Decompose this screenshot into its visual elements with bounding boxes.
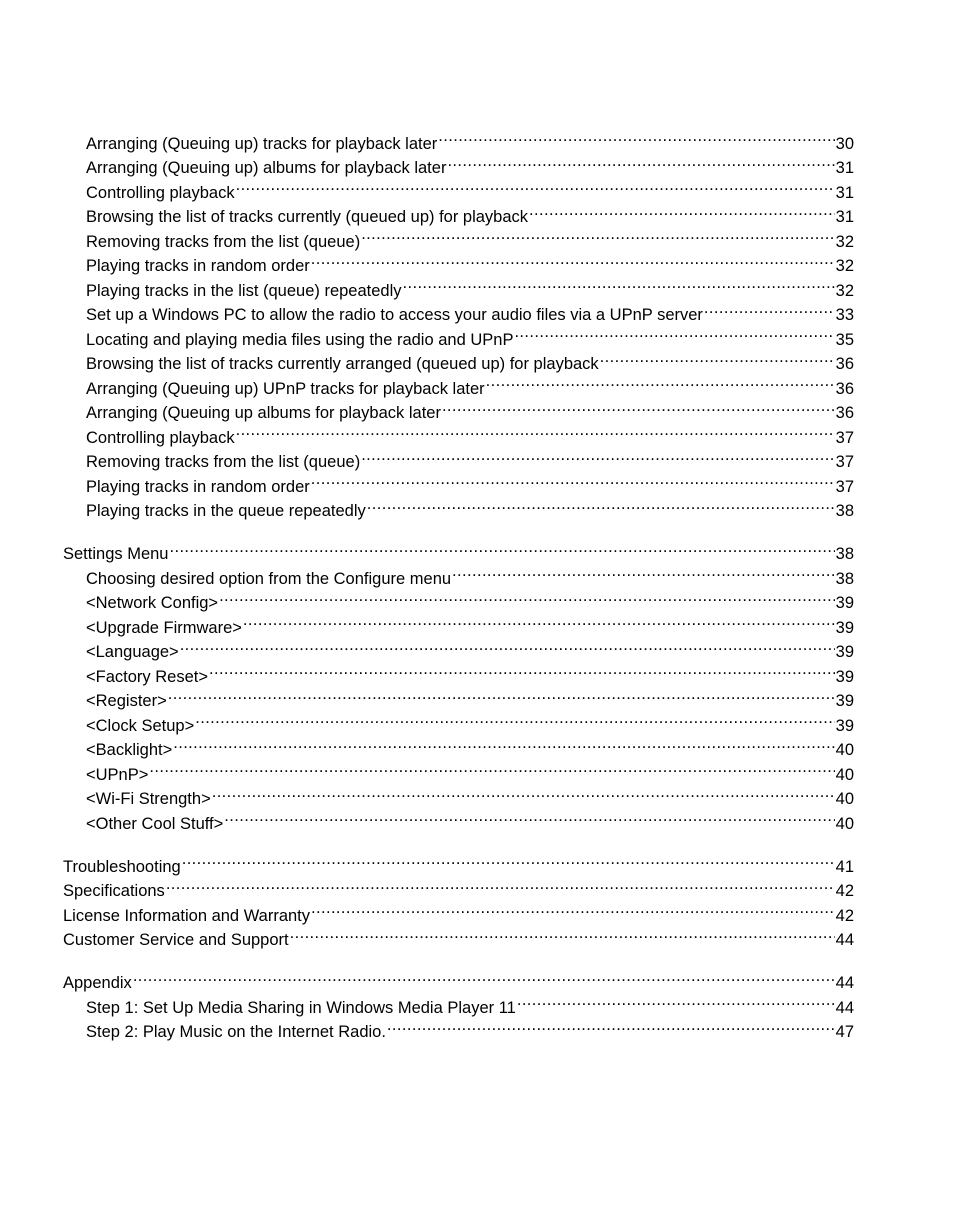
toc-entry-title: Locating and playing media files using the radio and UPnP (86, 330, 514, 349)
toc-entry-title: License Information and Warranty (63, 906, 311, 925)
toc-entry-title: <Factory Reset> (86, 667, 208, 686)
toc-entry-title: Customer Service and Support (63, 931, 289, 949)
toc-entry-title: <Wi-Fi Strength> (86, 790, 211, 808)
dot-leader (212, 780, 835, 805)
dot-leader (209, 657, 835, 682)
toc-entry-page-number: 47 (835, 1023, 854, 1041)
dot-leader (403, 271, 835, 296)
dot-leader (486, 369, 835, 394)
toc-entry-page-number: 39 (835, 594, 854, 612)
dot-leader (311, 896, 835, 921)
toc-subsection-entry[interactable] (0, 988, 954, 1017)
toc-group (0, 964, 954, 1041)
dot-leader (442, 394, 835, 419)
toc-entry-title: Removing tracks from the list (queue) (86, 232, 361, 251)
toc-group (0, 847, 954, 949)
toc-entry-page-number: 39 (835, 667, 854, 686)
dot-leader (438, 124, 834, 149)
dot-leader (169, 535, 834, 560)
toc-entry-title: Playing tracks in the list (queue) repeatedly (86, 281, 402, 300)
dot-leader (704, 296, 835, 321)
toc-entry-title: Step 1: Set Up Media Sharing in Windows Media Player 11 (86, 998, 516, 1017)
toc-entry-page-number: 32 (835, 257, 854, 275)
dot-leader (361, 222, 834, 247)
toc-entry-page-number: 38 (835, 502, 854, 520)
toc-entry-page-number: 44 (835, 998, 854, 1017)
dot-leader (182, 847, 835, 872)
toc-entry-title: Browsing the list of tracks currently (queued up) for playback (86, 208, 529, 226)
dot-leader (236, 173, 835, 198)
dot-leader (514, 320, 834, 345)
toc-entry-title: <Clock Setup> (86, 716, 195, 735)
toc-entry-page-number: 32 (835, 232, 854, 251)
toc-entry-page-number: 39 (835, 618, 854, 637)
toc-entry-title: <Register> (86, 692, 167, 710)
toc-entry-title: Arranging (Queuing up albums for playback later (86, 404, 441, 422)
toc-entry-title: Playing tracks in the queue repeatedly (86, 502, 366, 520)
toc-entry-title: <Upgrade Firmware> (86, 618, 242, 637)
toc-entry-page-number: 42 (835, 882, 854, 900)
dot-leader (367, 492, 835, 517)
toc-entry-page-number: 42 (835, 906, 854, 925)
toc-entry-title: <Other Cool Stuff> (86, 814, 224, 833)
toc-entry-title: <Language> (86, 643, 179, 661)
dot-leader (447, 149, 834, 174)
dot-leader (168, 682, 835, 707)
toc-entry-page-number: 31 (835, 183, 854, 202)
toc-entry-page-number: 44 (835, 974, 854, 992)
toc-entry-page-number: 38 (835, 545, 854, 563)
dot-leader (311, 467, 835, 492)
toc-entry-title: Controlling playback (86, 428, 235, 447)
toc-entry-title: Arranging (Queuing up) UPnP tracks for playback later (86, 379, 485, 398)
dot-leader (387, 1013, 835, 1038)
toc-entry-page-number: 30 (835, 134, 854, 153)
dot-leader (173, 731, 834, 756)
dot-leader (180, 633, 835, 658)
toc-entry-page-number: 40 (835, 814, 854, 833)
dot-leader (243, 608, 835, 633)
dot-leader (166, 872, 835, 897)
dot-leader (517, 988, 835, 1013)
dot-leader (236, 418, 835, 443)
dot-leader (311, 247, 835, 272)
toc-entry-title: Removing tracks from the list (queue) (86, 453, 361, 471)
dot-leader (361, 443, 834, 468)
toc-entry-page-number: 40 (835, 741, 854, 759)
toc-entry-title: Appendix (63, 974, 132, 992)
toc-entry-page-number: 37 (835, 477, 854, 496)
toc-entry-page-number: 32 (835, 281, 854, 300)
dot-leader (290, 921, 835, 946)
toc-subsection-entry[interactable] (0, 124, 954, 153)
toc-entry-page-number: 36 (835, 404, 854, 422)
toc-entry-page-number: 36 (835, 355, 854, 373)
toc-entry-title: Choosing desired option from the Configure menu (86, 569, 452, 588)
toc-entry-page-number: 39 (835, 692, 854, 710)
toc-entry-title: Settings Menu (63, 545, 169, 563)
dot-leader (452, 559, 835, 584)
toc-section-entry[interactable] (0, 847, 954, 876)
toc-section-entry[interactable] (0, 535, 954, 563)
toc-entry-title: Playing tracks in random order (86, 257, 310, 275)
toc-entry-title: Step 2: Play Music on the Internet Radio. (86, 1023, 386, 1041)
toc-entry-page-number: 31 (835, 159, 854, 177)
toc-entry-title: <Backlight> (86, 741, 173, 759)
toc-entry-page-number: 36 (835, 379, 854, 398)
dot-leader (195, 706, 834, 731)
table-of-contents (0, 124, 954, 1041)
toc-entry-title: <Network Config> (86, 594, 219, 612)
toc-entry-page-number: 38 (835, 569, 854, 588)
toc-entry-title: Arranging (Queuing up) albums for playback later (86, 159, 447, 177)
toc-entry-title: Playing tracks in random order (86, 477, 310, 496)
dot-leader (149, 755, 834, 780)
toc-entry-page-number: 33 (835, 306, 854, 324)
toc-entry-page-number: 37 (835, 428, 854, 447)
toc-entry-title: <UPnP> (86, 765, 149, 784)
toc-entry-page-number: 41 (835, 857, 854, 876)
toc-section-entry[interactable] (0, 964, 954, 992)
toc-entry-page-number: 31 (835, 208, 854, 226)
toc-group (0, 124, 954, 520)
toc-entry-title: Set up a Windows PC to allow the radio to access your audio files via a UPnP server (86, 306, 703, 324)
dot-leader (133, 964, 835, 989)
dot-leader (219, 584, 835, 609)
toc-entry-page-number: 40 (835, 765, 854, 784)
toc-entry-title: Troubleshooting (63, 857, 181, 876)
dot-leader (529, 198, 835, 223)
toc-entry-page-number: 44 (835, 931, 854, 949)
toc-group (0, 535, 954, 833)
toc-entry-title: Arranging (Queuing up) tracks for playback later (86, 134, 438, 153)
dot-leader (224, 804, 834, 829)
dot-leader (600, 345, 835, 370)
toc-entry-title: Browsing the list of tracks currently arranged (queued up) for playback (86, 355, 599, 373)
toc-entry-title: Specifications (63, 882, 165, 900)
toc-entry-page-number: 39 (835, 716, 854, 735)
toc-entry-page-number: 40 (835, 790, 854, 808)
toc-entry-title: Controlling playback (86, 183, 235, 202)
toc-entry-page-number: 39 (835, 643, 854, 661)
toc-entry-page-number: 37 (835, 453, 854, 471)
toc-entry-page-number: 35 (835, 330, 854, 349)
